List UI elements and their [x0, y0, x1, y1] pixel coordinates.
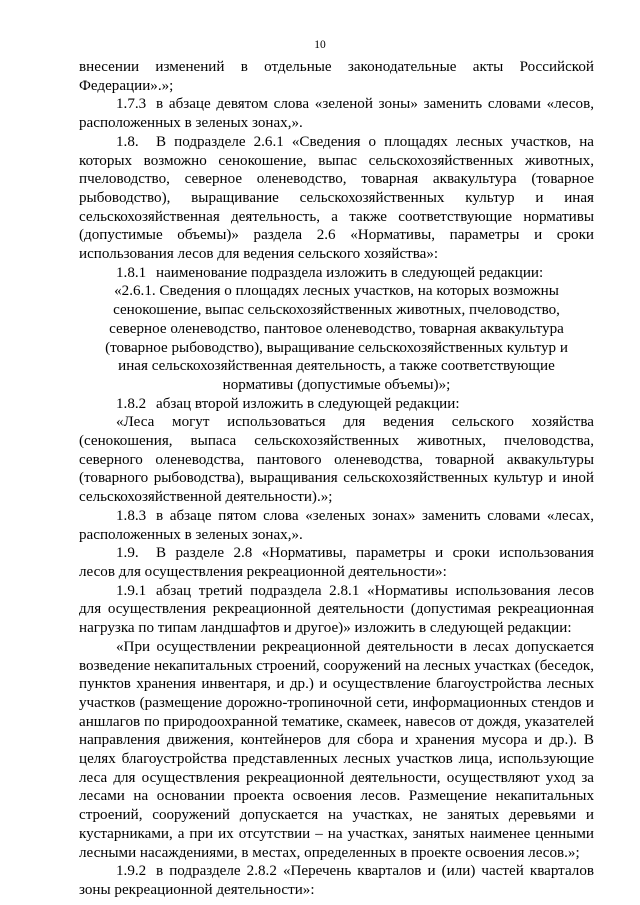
quoted-subsection-title: «2.6.1. Сведения о площадях лесных участков, на которых возможны сенокошение, выпас сельскохозяйственных животных, пчеловодство, северное оленеводство, пантовое оленеводство, товарная аквакультура (товарное рыбоводство), выращивание сельскохозяйственных культур и иная сельскохозяйственная деятельность, а также соответствующие нормативы (допустимые объемы)»;	[105, 283, 568, 393]
item-number: 1.8.1	[116, 264, 147, 281]
paragraph-1-8-2: 1.8.2 абзац второй изложить в следующей редакции:	[116, 395, 460, 412]
document-body	[79, 58, 594, 900]
item-number: 1.8.3	[116, 507, 147, 524]
quoted-paragraph-recreation: «При осуществлении рекреационной деятельности в лесах допускается возведение некапитальных строений, сооружений на лесных участках (беседок, пунктов хранения инвентаря, и др.) и осуществление благоустройства лесных участков (размещение дорожно-тропиночной сети, информационных стендов и аншлагов по природоохранной тематике, скамеек, навесов от дождя, указателей направления движения, контейнеров для сбора и хранения мусора и др.). В целях благоустройства представленных лесных участков лица, использующие леса для осуществления рекреационной деятельности, осуществляют уход за лесами на основании проекта освоения лесов. Размещение некапитальных строений, сооружений допускается на участках, не занятых деревьями и кустарниками, а при их отсутствии – на участках, занятых наименее ценными лесными насаждениями, в местах, определенных в проекте освоения лесов.»;	[79, 638, 594, 861]
quoted-paragraph-forests: «Леса могут использоваться для ведения сельского хозяйства (сенокошения, выпаса сельскохозяйственных животных, пчеловодства, северного оленеводства, пантового оленеводства, товарной аквакультуры (товарного рыбоводства), выращивания сельскохозяйственных культур и иной сельскохозяйственной деятельности).»;	[79, 414, 594, 506]
item-number: 1.8.	[116, 133, 139, 150]
paragraph-1-9-1: 1.9.1 абзац третий подраздела 2.8.1 «Нормативы использования лесов для осуществления рекреационной деятельности (допустимая рекреационная нагрузка по типам ландшафтов и другое)» изложить в следующей редакции:	[79, 582, 594, 637]
page-number: 10	[314, 39, 326, 51]
paragraph-1-8: 1.8. В подразделе 2.6.1 «Сведения о площадях лесных участков, на которых возможно сенокошение, выпас сельскохозяйственных животных, пчеловодство, северное оленеводство, товарная аквакультура (товарное рыбоводство), выращивание сельскохозяйственных культур и иная сельскохозяйственная деятельность, а также соответствующие нормативы (допустимые объемы)» раздела 2.6 «Нормативы, параметры и сроки использования лесов для ведения сельского хозяйства»:	[79, 133, 594, 263]
paragraph-1-8-1: 1.8.1 наименование подраздела изложить в следующей редакции:	[116, 264, 544, 281]
paragraph-1-9-2: 1.9.2 в подразделе 2.8.2 «Перечень кварталов и (или) частей кварталов зоны рекреационной деятельности»:	[79, 863, 594, 898]
paragraph-1-9: 1.9. В разделе 2.8 «Нормативы, параметры и сроки использования лесов для осуществления рекреационной деятельности»:	[79, 545, 594, 580]
paragraph-1-7-3: 1.7.3 в абзаце девятом слова «зеленой зоны» заменить словами «лесов, расположенных в зеленых зонах,».	[79, 96, 594, 132]
item-number: 1.9.1	[116, 582, 147, 599]
paragraph-1-8-3: 1.8.3 в абзаце пятом слова «зеленых зонах» заменить словами «лесах, расположенных в зеленых зонах,».	[79, 507, 594, 543]
item-number: 1.9.	[116, 545, 139, 562]
item-number: 1.9.2	[116, 863, 147, 880]
item-number: 1.7.3	[116, 96, 147, 113]
item-number: 1.8.2	[116, 395, 147, 412]
paragraph-continuation: внесении изменений в отдельные законодательные акты Российской Федерации».»;	[79, 59, 594, 94]
